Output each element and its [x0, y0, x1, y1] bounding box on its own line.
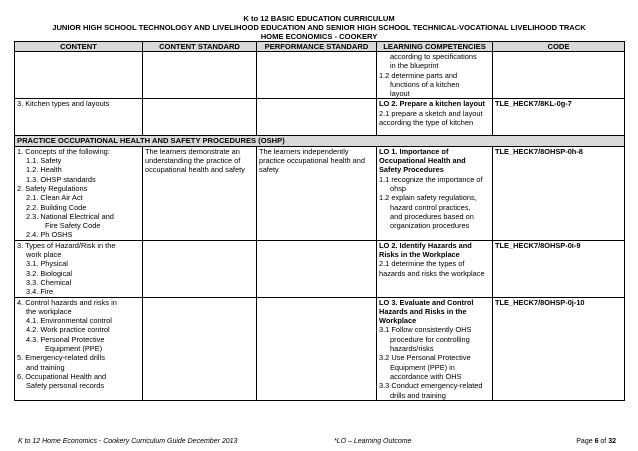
curriculum-table — [14, 41, 625, 401]
content-cell: 1. Concepts of the following: 1.1. Safety 1.2. Health 1.3. OHSP standards 2. Safety Regulations 2.1. Clean Air Act 2.2. Building Code 2.3. National Electrical and Fire Safety Code 2.4. Ph OSHS — [15, 146, 143, 240]
code-cell: TLE_HECK7/8OHSP-0i-9 — [493, 240, 625, 297]
section-row — [15, 136, 625, 146]
table-header-row — [15, 42, 625, 52]
learning-competencies-cell: LO 1. Importance of Occupational Health and Safety Procedures 1.1 recognize the importance of ohsp 1.2 explain safety regulations, hazard control practices, and procedures based on organization procedures — [377, 146, 493, 240]
code-cell — [493, 52, 625, 99]
col-header-content-standard: CONTENT STANDARD — [143, 42, 257, 52]
learning-competencies-cell: according to specifications in the blueprint 1.2 determine parts and functions of a kitchen layout — [377, 52, 493, 99]
header-line-2: JUNIOR HIGH SCHOOL TECHNOLOGY AND LIVELIHOOD EDUCATION AND SENIOR HIGH SCHOOL TECHNICAL-VOCATIONAL LIVELIHOOD TRACK — [52, 23, 586, 32]
col-header-performance-standard: PERFORMANCE STANDARD — [257, 42, 377, 52]
table-row — [15, 240, 625, 297]
col-header-learning-competencies: LEARNING COMPETENCIES — [377, 42, 493, 52]
header-line-1: K to 12 BASIC EDUCATION CURRICULUM — [243, 14, 395, 23]
content-cell: 3. Kitchen types and layouts — [15, 99, 143, 136]
performance-standard-cell: The learners independently practice occupational health and safety — [257, 146, 377, 240]
header-line-3: HOME ECONOMICS - COOKERY — [260, 32, 378, 41]
performance-standard-cell — [257, 99, 377, 136]
performance-standard-cell — [257, 297, 377, 400]
curriculum-page — [14, 14, 624, 401]
footer-guide-title: K to 12 Home Economics - Cookery Curriculum Guide December 2013 — [18, 438, 238, 445]
content-standard-cell — [143, 240, 257, 297]
performance-standard-cell — [257, 52, 377, 99]
learning-competencies-cell: LO 2. Identify Hazards and Risks in the Workplace 2.1 determine the types of hazards and risks the workplace — [377, 240, 493, 297]
content-standard-cell — [143, 52, 257, 99]
table-row — [15, 99, 625, 136]
learning-competencies-cell: LO 2. Prepare a kitchen layout 2.1 prepare a sketch and layout according the type of kitchen — [377, 99, 493, 136]
content-cell: 4. Control hazards and risks in the workplace 4.1. Environmental control 4.2. Work practice control 4.3. Personal Protective Equipment (PPE) 5. Emergency-related drills and training 6. Occupational Health and Safety personal records — [15, 297, 143, 400]
content-standard-cell — [143, 297, 257, 400]
content-cell: 3. Types of Hazard/Risk in the work place 3.1. Physical 3.2. Biological 3.3. Chemical 3.4. Fire — [15, 240, 143, 297]
col-header-content: CONTENT — [15, 42, 143, 52]
table-row — [15, 52, 625, 99]
code-cell: TLE_HECK7/8OHSP-0h-8 — [493, 146, 625, 240]
doc-header — [14, 14, 624, 41]
footer-lo-note: *LO – Learning Outcome — [334, 438, 412, 445]
learning-competencies-cell: LO 3. Evaluate and Control Hazards and Risks in the Workplace 3.1 Follow consistently OHS procedure for controlling hazards/risks 3.2 Use Personal Protective Equipment (PPE) in accordance with OHS 3.3 Conduct emergency-related drills and training — [377, 297, 493, 400]
code-cell: TLE_HECK7/8KL-0g-7 — [493, 99, 625, 136]
table-row — [15, 297, 625, 400]
content-cell — [15, 52, 143, 99]
content-standard-cell: The learners demonstrate an understanding the practice of occupational health and safety — [143, 146, 257, 240]
section-title: PRACTICE OCCUPATIONAL HEALTH AND SAFETY PROCEDURES (OSHP) — [15, 136, 625, 146]
table-row — [15, 146, 625, 240]
performance-standard-cell — [257, 240, 377, 297]
footer-page-number: Page 6 of 32 — [576, 438, 616, 445]
code-cell: TLE_HECK7/8OHSP-0j-10 — [493, 297, 625, 400]
col-header-code: CODE — [493, 42, 625, 52]
content-standard-cell — [143, 99, 257, 136]
